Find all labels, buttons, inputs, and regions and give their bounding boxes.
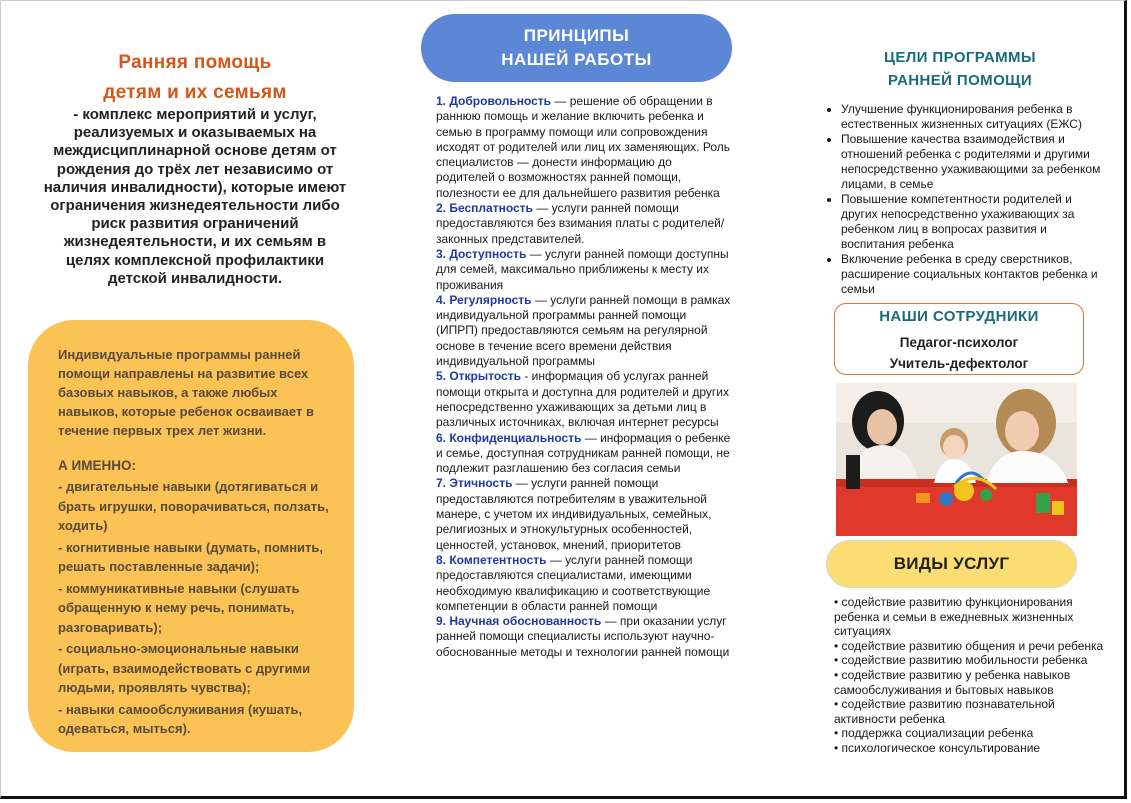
goal-item: • Повышение качества взаимодействия и отношений ребенка с родителями и другими непосредственно ухаживающими за ребенком лицами, в семье — [841, 132, 1111, 192]
photo-teachers-with-child — [836, 383, 1077, 536]
services-title: ВИДЫ УСЛУГ — [826, 540, 1077, 588]
principle-text: - информация об услугах ранней помощи открыта и доступна для родителей и других непосредственно ухаживающих за детьми лиц в различных источниках, включая интернет ресурсы — [436, 369, 729, 430]
service-item: • психологическое консультирование — [834, 740, 1041, 755]
left-description: - комплекс мероприятий и услуг, реализуемых и оказываемых на междисциплинарной основе детям от рождения до трёх лет независимо от наличия инвалидности), которые имеют ограничения жизнедеятельности либо риск развития ограничений жизнедеятельности, и их семьям в целях комплексной профилактики детской инвалидности. — [43, 106, 347, 287]
principle-name: 6. Конфиденциальность — [436, 430, 582, 445]
skills-intro: Индивидуальные программы ранней помощи направлены на развитие всех базовых навыков, а также любых навыков, которые ребенок осваивает в течение первых трех лет жизни. — [58, 347, 314, 438]
skills-heading: А ИМЕННО: — [58, 458, 136, 473]
principle-text: — услуги ранней помощи предоставляются специалистами, имеющими необходимую квалификацию и соответствующие компетенции в области ранней помощи — [436, 552, 711, 613]
principle-item — [436, 94, 731, 201]
principle-item — [436, 476, 731, 552]
service-item: • содействие развитию у ребенка навыков самообслуживания и бытовых навыков — [834, 667, 1071, 697]
principles-list — [436, 94, 731, 660]
principle-item — [436, 247, 731, 293]
services-list — [834, 595, 1104, 756]
staff-title: НАШИ СОТРУДНИКИ — [879, 308, 1039, 325]
principle-item — [436, 553, 731, 614]
principle-name: 3. Доступность — [436, 246, 527, 261]
principle-text: — решение об обращении в раннюю помощь и желание включить ребенка и семью в программу помощи или сопровождения исходят от родителей или лиц их заменяющих. Роль специалистов — донести информацию до родителей о возможностях ранней помощи, полезности ее для дальнейшего развития ребенка — [436, 94, 730, 200]
principle-item — [436, 369, 731, 430]
goal-item: • Улучшение функционирования ребенка в естественных жизненных ситуациях (ЕЖС) — [841, 102, 1111, 132]
principle-text: — информация о ребенке и семье, доступная сотрудникам ранней помощи, не подлежит разглашению без согласия семьи — [436, 430, 731, 476]
skills-list — [58, 477, 338, 741]
principle-text: — услуги ранней помощи доступны для семей, максимально приближены к месту их проживания — [436, 246, 729, 292]
photo-illustration — [836, 383, 1077, 536]
principle-text: — услуги ранней помощи предоставляются потребителям в уважительной манере, с учетом их индивидуальных, семейных, религиозных и этнокультурных особенностей, ценностей, установок, мнений, приоритетов — [436, 476, 712, 552]
principle-name: 5. Открытость — [436, 369, 521, 384]
skills-item: - социально-эмоциональные навыки (играть, взаимодействовать с другими людьми, проявлять чувства); — [58, 641, 311, 695]
skills-item: - навыки самообслуживания (кушать, одеваться, мыться). — [58, 701, 303, 736]
staff-role: Педагог-психолог — [899, 335, 1019, 350]
principle-item — [436, 201, 731, 247]
left-title-line1: Ранняя помощь — [118, 52, 272, 73]
goals-title-line2: РАННЕЙ ПОМОЩИ — [887, 72, 1033, 89]
principle-text: — при оказании услуг ранней помощи специалисты используют научно-обоснованные методы и технологии ранней помощи — [436, 614, 730, 659]
principle-name: 2. Бесплатность — [436, 201, 533, 216]
principle-name: 9. Научная обоснованность — [436, 614, 602, 629]
principle-name: 7. Этичность — [436, 476, 513, 491]
service-item: • содействие развитию функционирования ребенка и семьи в ежедневных жизненных ситуациях — [834, 595, 1074, 639]
service-item: • содействие развитию общения и речи ребенка — [834, 638, 1104, 653]
principle-name: 1. Добровольность — [436, 94, 552, 108]
goals-list — [818, 102, 1111, 297]
principles-title-line1: ПРИНЦИПЫ — [523, 26, 630, 45]
principle-item — [436, 614, 731, 660]
skills-item: - когнитивные навыки (думать, помнить, решать поставленные задачи); — [58, 539, 324, 574]
principle-name: 8. Компетентность — [436, 552, 547, 567]
principle-text: — услуги ранней помощи в рамках индивидуальной программы ранней помощи (ИПРП) предоставляются семьям на регулярной основе в течение всего времени действия индивидуальной программы — [436, 292, 731, 369]
staff-role: Учитель-дефектолог — [889, 356, 1029, 371]
goals-title — [830, 46, 1090, 92]
principles-title-line2: НАШЕЙ РАБОТЫ — [501, 50, 652, 69]
goal-item: • Включение ребенка в среду сверстников, расширение социальных контактов ребенка и семьи — [841, 252, 1111, 297]
service-item: • содействие развитию мобильности ребенка — [834, 653, 1088, 668]
goal-item: • Повышение компетентности родителей и других непосредственно ухаживающих за ребенком лиц в вопросах развития и воспитания ребенка — [841, 192, 1111, 252]
skills-item: - двигательные навыки (дотягиваться и брать игрушки, поворачиваться, ползать, ходить) — [58, 479, 329, 533]
service-item: • содействие развитию познавательной активности ребенка — [834, 697, 1055, 726]
principle-item — [436, 431, 731, 477]
left-title-line2: детям и их семьям — [103, 82, 287, 103]
goals-title-line1: ЦЕЛИ ПРОГРАММЫ — [884, 49, 1036, 66]
skills-item: - коммуникативные навыки (слушать обращенную к нему речь, понимать, разговаривать); — [58, 580, 300, 635]
principles-title — [421, 14, 732, 82]
principle-name: 4. Регулярность — [436, 292, 532, 307]
principle-item — [436, 293, 731, 369]
service-item: • поддержка социализации ребенка — [834, 726, 1034, 741]
principle-text: — услуги ранней помощи предоставляются без взимания платы с родителей/законных представителей. — [436, 201, 725, 246]
